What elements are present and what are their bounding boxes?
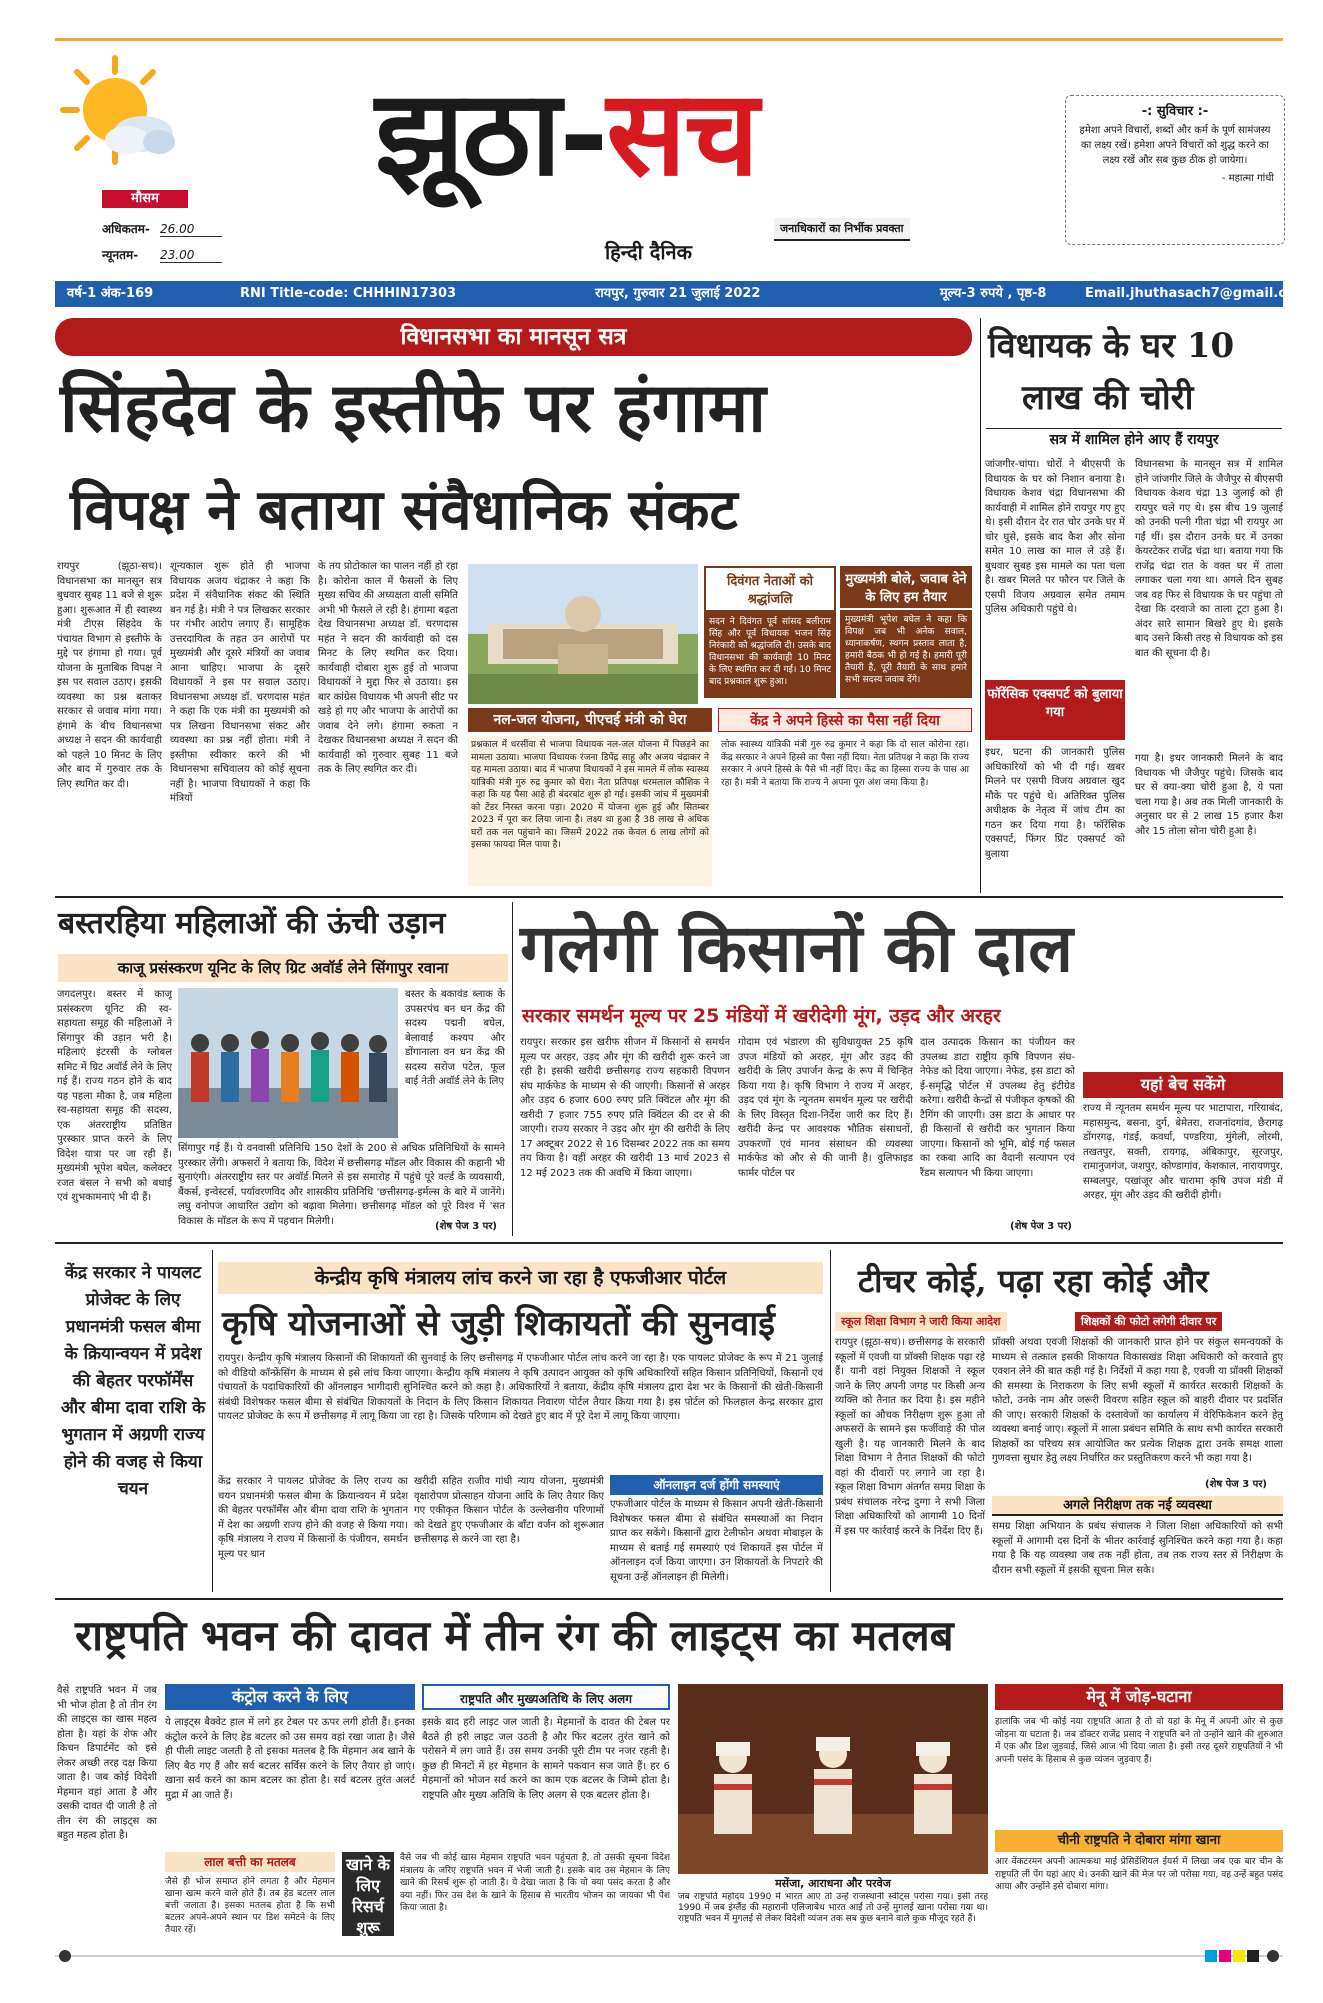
teacher-sub-1: स्कूल शिक्षा विभाग ने जारी किया आदेश	[835, 1312, 1007, 1331]
box-tribute-title: दिवंगत नेताओं को श्रद्धांजलि	[704, 566, 836, 612]
box-cm-title: मुख्यमंत्री बोले, जवाब देने के लिए हम तैयार	[840, 566, 972, 610]
fgr-online-title: ऑनलाइन दर्ज होंगी समस्याएं	[610, 1475, 823, 1495]
price-pages: मूल्य-3 रुपये , पृष्ठ-8	[940, 286, 1047, 301]
president-col-1: वैसे राष्ट्रपति भवन में जब भी भोज होता है तो तीन रंग की लाइट्स का खास महत्व होता है। यहां के शेफ और किचन डिपार्टमेंट को इसे लेकर अच्छी तरह दक्ष किया जाता है। जब कोई विदेशी मेहमान वहां आता है और उसकी दावत दी जाती है तो तीन रंग की लाइट्स का बहुत महत्व होता है।	[57, 1685, 157, 1841]
president-dinner-photo	[678, 1684, 988, 1874]
teacher-box-title: अगले निरीक्षण तक नई व्यवस्था	[992, 1496, 1283, 1516]
contact-email[interactable]: Email.jhuthasach7@gmail.com	[1085, 286, 1309, 301]
side-col-3: इधर, घटना की जानकारी पुलिस अधिकारियों को भी दी गई। खबर मिलने पर एसपी विजय अग्रवाल खुद मौके पर पहुंचे थे। अतिरिक्त पुलिस अधीक्षक के नेतृत्व में जांच टीम का गठन कर दिया गया है। फॉरेंसिक एक्सपर्ट, फिंगर प्रिंट एक्सपर्ट को बुलाया	[985, 747, 1125, 860]
fgr-headline: कृषि योजनाओं से जुड़ी शिकायतों की सुनवाई	[222, 1304, 775, 1344]
dal-subheadline: सरकार समर्थन मूल्य पर 25 मंडियों में खरीदेगी मूंग, उड़द और अरहर	[522, 1005, 1001, 1027]
divider-5	[830, 1250, 831, 1592]
weather-label: मौसम	[102, 190, 188, 208]
box-centre-text: लोक स्वास्थ्य यांत्रिकी मंत्री गुरु रुद्र कुमार ने कहा कि दो साल कोरोना रहा। केंद्र सरकार ने अपने हिस्से का पैसा नहीं दिया। नेता प्रतिपक्ष ने कहा कि राज्य सरकार ने अपने हिस्से के पैसे भी नहीं दिए। केंद्र का हिस्सा राज्य के पास आ रहा है। मंत्री ने बताया कि राज्य ने अपना पूरा अंश जमा किया है।	[721, 740, 969, 788]
divider-4	[212, 1250, 213, 1592]
teacher-headline: टीचर कोई, पढ़ा रहा कोई और	[858, 1262, 1209, 1300]
teacher-col-1: रायपुर (झूठा-सच)। छत्तीसगढ़ के सरकारी स्कूलों में एवजी या प्रॉक्सी शिक्षक पढ़ा रहे हैं। यानी वहां नियुक्त शिक्षकों ने स्कूल जाने के लिए अपनी जगह पर किसी अन्य व्यक्ति को तैनात कर दिया है। इस महीने स्कूलों का औचक निरीक्षण शुरू हुआ तो अफसरों के सामने इस फर्जीवाड़े की पोल खुली है। यह जानकारी मिलने के बाद शिक्षा विभाग ने तैनात शिक्षकों की फोटो वहां की दीवारों पर लगाने जा रहा है। स्कूल शिक्षा विभाग अंतर्गत समग्र शिक्षा के प्रबंध संचालक नरेन्द्र दुग्गा ने सभी जिला शिक्षा अधिकारियों को आगामी 10 दिनों में इस पर कार्रवाई करने के निर्देश दिए हैं।	[835, 1337, 985, 1537]
box-cm-text: मुख्यमंत्री भूपेश बघेल ने कहा कि विपक्ष जब भी अनेक सवाल, ध्यानाकर्षण, स्थगन प्रस्ताव लाता है, हमारी बैठक भी हो गई है। हमारी पूरी तैयारी है, पूरी तैयारी के साथ हमारे सभी सदस्य जवाब देंगे।	[845, 615, 967, 685]
women-col-1: जगदलपुर। बस्तर में काजू प्रसंस्करण यूनिट की स्व-सहायता समूह की महिलाओं ने सिंगापुर की उड़ान भरी है। महिलाएं इंटरसी के ग्लोबल समिट में ग्रिट अवॉर्ड लेने के लिए गई हैं। राज्य गठन होने के बाद यह पहला मौका है, जब महिला स्व-सहायता समूह की सदस्य, एक अंतरराष्ट्रीय प्रतिष्ठित पुरस्कार प्राप्त करने के लिए विदेश यात्रा पर जा रही हैं। मुख्यमंत्री भूपेश बघेल, कलेक्टर रजत बंसल ने सभी को बधाई एवं शुभकामनाएं भी दी हैं।	[57, 989, 172, 1203]
top-rule	[55, 38, 1283, 41]
footer-registration-bar	[55, 1948, 1283, 1962]
side-col-2: विधानसभा के मानसून सत्र में शामिल होने जांजगीर जिले के जैजैपुर से बीएसपी विधायक केशव चंद्रा 13 जुलाई को ही रायपुर चले गए थे। इस बीच 19 जुलाई को उनकी पत्नी गीता चंद्रा भी रायपुर आ गईं थीं। इस दौरान उनके घर में उनका केयरटेकर राजेंद्र चंद्रा था। बताया गया कि राजेंद्र चंद्रा रात के वक्त घर में ताला लगाकर चला गया था। अगले दिन सुबह जब वह फिर से विधायक के घर पहुंचा तो देखा कि दरवाजे का ताला टूटा हुआ है। अंदर सारे सामान बिखरे हुए थे। इसके बाद उसने किसी तरह से विधायक को इस बात की सूचना दी है।	[1135, 459, 1283, 659]
dal-box-title: यहां बेच सकेंगे	[1083, 1072, 1283, 1098]
box-cm	[840, 566, 972, 698]
red-light-text: जैसे ही भोज समाप्त होने लगता है और मेहमान खाना खत्म करने वाले होते हैं। तब हेड बटलर लाल बत्ती जलाता है। इसका मतलब होता है कि सभी बटलर अपने-अपने स्थान पर डिश समेटने के लिए तैयार रहें।	[165, 1877, 335, 1935]
president-headline: राष्ट्रपति भवन की दावत में तीन रंग की लाइट्स का मतलब	[75, 1611, 954, 1660]
divider-2	[512, 902, 513, 1236]
tagline: जनाधिकारों का निर्भीक प्रवक्ता	[774, 218, 910, 241]
dal-box-text: राज्य में न्यूनतम समर्थन मूल्य पर भाटापारा, गरियाबंद, महासमुन्द, बसना, दुर्ग, बेमेतरा, राजनांदगांव, छैरागढ़ डोंगरगढ़, गंडई, कवर्धा, पण्डरिया, मुंगेली, लोरमी, तखतपुर, सक्ती, रायगढ़, अंबिकापुर, सूरजपुर, रामानुजगंज, जशपुर, कोण्डागांव, केशकाल, नारायणपुर, सम्बलपुर, पखांजूर और चारामा कृषि उपज मंडी में अरहर, मूंग और उड़द की खरीदी होगी।	[1083, 1103, 1283, 1201]
divider-1	[55, 896, 1283, 898]
menu-title: मेनू में जोड़-घटाना	[995, 1684, 1283, 1710]
control-text: ये लाइट्स बैक्वेट हाल में लगे हर टेबल पर ऊपर लगी होती हैं। इनका कंट्रोल करने के लिए हेड बटलर को उस समय वहां रखा जाता है। जैसे ही पीली लाइट जलती है तो इसका मतलब है कि मेहमान अब खाने के लिए बैठ गए हैं और सर्व बटलर सर्विस करने के लिए तैयार हो जाएं। खाना सर्व करने का काम बटलर का होता है। सर्व बटलर तुरंत अलर्ट मुद्रा में आ जाते हैं।	[165, 1717, 415, 1801]
divider-3	[55, 1242, 1283, 1244]
logo-subtitle: हिन्दी दैनिक	[605, 240, 693, 264]
lead-col-3: के तय प्रोटोकाल का पालन नहीं हो रहा है। कोरोना काल में फैसलों के लिए मुख्य सचिव की अध्यक्षता वाली समिति अभी भी फैसले ले रही है। हंगामा बढ़ता देख विधानसभा अध्यक्ष डॉ. चरणदास महंत ने सदन की कार्यवाही को दस मिनट के लिए स्थगित कर दिया। कार्यवाही दोबारा शुरू हुई तो भाजपा विधायकों ने मुद्दा फिर से उठाया। इस बार कांग्रेस विधायक भी अपनी सीट पर खड़े हो गए और भाजपा के आरोपों का जवाब देने लगे। हंगामा रुकता न देखकर विधानसभा अध्यक्ष ने सदन की कार्यवाही को गुरुवार सुबह 11 बजे तक के लिए स्थगित कर दी।	[318, 561, 458, 775]
women-col-3: सिंगापुर गई हैं। ये वनवासी प्रतिनिधि 150 देशों के 200 से अधिक प्रतिनिधियों के सामने पुरस्कार लेंगी। अफसरों ने बताया कि, विदेश में छत्तीसगढ़ मॉडल और विकास की कहानी भी सुनाएंगी। अंतरराष्ट्रीय स्तर पर अवॉर्ड मिलने से इस समारोह में पहुंचे पूरे वर्ल्ड के व्यवसायी, बैंकर्स, इन्वेस्टर्स, पर्यावरणविद और शासकीय प्रतिनिधि 'छत्तीसगढ़-इर्मल्स के बारे में जानेंगे। लघु वनोपज आधारित उद्योग को बढ़ावा मिलेगा। छत्तीसगढ़ मॉडल को पूरे विश्व में 'सत विकास के मॉडल के रूप में पहचान मिलेगी।	[178, 1143, 505, 1227]
suvichar-box	[1065, 95, 1285, 245]
issue-number: वर्ष-1 अंक-169	[67, 286, 154, 301]
chinese-title: चीनी राष्ट्रपति ने दोबारा मांगा खाना	[995, 1830, 1283, 1852]
lead-col-2: शून्यकाल शुरू होते ही भाजपा विधायक अजय चंद्राकर ने कहा कि प्रदेश में संवैधानिक संकट की स्थिति बन गई है। मंत्री ने पत्र लिखकर सरकार पर गंभीर आरोप लगाए हैं। सामूहिक उत्तरदायित्व के तहत उन आरोपों पर मुख्यमंत्री और दूसरे मंत्रियों का जवाब आना चाहिए। भाजपा के दूसरे विधायकों ने इस पर सवाल उठाए। विधानसभा अध्यक्ष डॉ. चरणदास महंत ने कहा कि एक मंत्री का मुख्यमंत्री को पत्र लिखना विधानसभा संकट और व्यवस्था का प्रश्न नहीं होता। मंत्री ने इस्तीफा स्वीकार करने की भी विधानसभा सचिवालय को कोई सूचना नहीं है। भाजपा विधायकों ने कहा कि मंत्रियों	[170, 561, 310, 804]
dal-col-3: दाल उत्पादक किसान का पंजीयन कर उपलब्ध डाटा राष्ट्रीय कृषि विपणन संघ-नेफेड को दिया जाएगा। नेफेड, इस डाटा को ई-समृद्धि पोर्टल में उपलब्ध हेतु इंटीग्रेड करेगा। खरीदी केन्द्रों से पंजीकृत कृषकों की टैगिंग की जाएगी। उस डाटा के आधार पर ही किसानों से खरीदी कर भुगतान किया जाएगा। किसानों को भूमि, बोई गई फसल का रकबा आदि का वैदानी सत्यापन एवं रैंडम सत्यापन भी किया जाएगा।	[920, 1037, 1075, 1179]
edition-date: रायपुर, गुरुवार 21 जुलाई 2022	[595, 286, 761, 301]
teacher-continued: (शेष पेज 3 पर)	[1205, 1479, 1267, 1490]
chinese-text: आर वेंकटरमन अपनी आत्मकथा माई प्रेसिडेंशियल ईयर्स में लिखा जब एक बार चीन के राष्ट्रपति ली पेंग यहां आए थे। उनकी खाने की मेज पर जो परोसा गया, वह उन्हें बहुत पसंद आया और उन्होंने इसे दोबारा मांगा।	[995, 1857, 1283, 1892]
weather-sun-cloud-icon	[55, 50, 175, 170]
lead-headline-2: विपक्ष ने बताया संवैधानिक संकट	[70, 477, 738, 543]
teacher-col-2: प्रॉक्सी अथवा एवजी शिक्षकों की जानकारी प्राप्त होने पर संकुल समन्वयकों के माध्यम से तत्काल इसकी शिकायत विकासखंड शिक्षा अधिकारी को करवाते हुए एक्शन लेने की बात कही गई है। निर्देशों में कहा गया है, एवजी या प्रॉक्सी शिक्षकों की समस्या के निराकरण के लिए सभी स्कूलों में कार्यरत सरकारी शिक्षकों के फोटो, उनके नाम और जरूरी विवरण सहित स्कूल को बाहरी दीवार पर प्रदर्शित की जाए। सरकारी शिक्षकों के दस्तावेजों का कार्यालय में वेरिफिकेशन करने हेतु व्यवस्था बनाई जाए। स्कूलों में शाला प्रबंधन समिति के साथ सभी कार्यरत सरकारी शिक्षकों का परिचय सत्र आयोजित कर प्रत्येक शिक्षक द्वारा उनके समक्ष शाला गुणवत्ता सुधार हेतु लक्ष्य निर्धारित कर प्रस्तुतिकरण करने भी कहा गया है।	[992, 1337, 1283, 1464]
suvichar-author: - महात्मा गांधी	[1221, 173, 1274, 184]
fgr-col-3: एफजीआर पोर्टल के माध्यम से किसान अपनी खेती-किसानी विशेषकर फसल बीमा से संबंधित समस्याओं का निदान प्राप्त कर सकेंगे। किसानों द्वारा टेलीफोन अथवा मोबाइल के माध्यम से बताई गई समस्याएं एवं शिकायतें इस पोर्टल में ऑनलाइन दर्ज किया जाएगा। उन शिकायतों के निपटारे की सूचना उन्हें ऑनलाइन ही मिलेगी।	[610, 1499, 823, 1583]
red-light-title: लाल बत्ती का मतलब	[165, 1852, 335, 1872]
lead-col-1: रायपुर (झूठा-सच)। विधानसभा का मानसून सत्र बुधवार सुबह 11 बजे से शुरू हुआ। शुरूआत में ही स्वास्थ्य मंत्री टीएस सिंहदेव के पंचायत विभाग से इस्तीफे के मुद्दे पर हंगामा हो गया। पूर्व योजना के मुताबिक विपक्ष ने इस पर सवाल उठाए। इसकी व्यवस्था का प्रश्न बताकर सरकार से जवाब मांगा गया। हंगामे के बीच विधानसभा अध्यक्ष ने सदन की कार्यवाही को पहले 10 मिनट के लिए और बाद में गुरुवार तक के लिए स्थगित कर दी।	[57, 561, 162, 790]
newspaper-logo: झूठा-सच	[375, 63, 758, 202]
guest-title: राष्ट्रपति और मुख्यअतिथि के लिए अलग	[422, 1684, 670, 1710]
lower-text: जब राष्ट्रपति महोदय 1990 में भारत आए तो उन्हें राजस्थानी स्वीट्स परोसा गया। इसी तरह 1990 में जब इंग्लैंड की महारानी एलिजाबेथ भारत आईं तो उन्हें मुगलई खाना परोसा गया था। राष्ट्रपति भवन में मुगलई से लेकर विदेशी व्यंजन तक सब कुछ बनाने वाले कुक मौजूद रहते हैं।	[678, 1892, 988, 1924]
box-tribute-text: सदन ने दिवंगत पूर्व सांसद बलीराम सिंह और पूर्व विधायक भजन सिंह निरंकारी को श्रद्धांजलि दी। उसके बाद विधानसभा की कार्यवाही 10 मिनट के लिए स्थगित कर दी गई। 10 मिनट बाद प्रश्नकाल शुरू हुआ।	[709, 617, 831, 687]
guest-text: इसके बाद हरी लाइट जल जाती है। मेहमानों के दावत की टेबल पर बैठते ही हरी लाइट जल उठती है और फिर बटलर तुरंत खाने को परोसने में लग जाते हैं। उस समय उनकी पूरी टीम पर नजर रहती है। कुछ ही मिनटों में हर मेहमान के सामने पकवान सज जाते हैं। हर 6 मेहमानों को भोजन सर्व करने का काम एक बटलर के जिम्मे होता है। राष्ट्रपति और मुख्य अतिथि के लिए अलग से एक बटलर होता है।	[422, 1717, 670, 1801]
photo-caption: मसेंजा, आराधना और परवेज	[775, 1877, 891, 1890]
side-headline-2: लाख की चोरी	[1022, 378, 1194, 418]
box-naljal-title: नल-जल योजना, पीएचई मंत्री को घेरा	[468, 708, 712, 732]
box-centre-title: केंद्र ने अपने हिस्से का पैसा नहीं दिया	[718, 708, 972, 732]
info-bar	[55, 281, 1309, 307]
forensic-title: फॉरेंसिक एक्सपर्ट को बुलाया गया	[987, 687, 1123, 720]
women-group-photo	[178, 988, 398, 1138]
serve-title: खाने के लिए रिसर्च शुरू	[342, 1852, 394, 1936]
control-title: कंट्रोल करने के लिए	[165, 1684, 415, 1710]
teacher-sub-2: शिक्षकों की फोटो लगेगी दीवार पर	[1075, 1312, 1222, 1331]
lead-banner: विधानसभा का मानसून सत्र	[55, 318, 972, 356]
dal-col-2: गोदाम एवं भंडारण की सुविधायुक्त 25 कृषि उपज मंडियों को अरहर, मूंग और उड़द की खरीदी के लिए उपार्जन केन्द्र के रूप में चिन्हित किया गया है। कृषि विभाग ने राज्य में अरहर, उड़द एवं मूंग के न्यूनतम समर्थन मूल्य पर खरीदी के लिए विस्तृत दिशा-निर्देश जारी कर दिए हैं। खरीदी केन्द्र पर आवश्यक भौतिक संसाधनों, उपकरणों एवं मानव संसाधन की व्यवस्था मार्कफेड को और से की जानी है। वुलिफाइड फार्मर पोर्टल पर	[738, 1037, 913, 1179]
side-divider	[980, 318, 981, 893]
box-naljal-text: प्रश्नकाल में धरसींवा से भाजपा विधायक नल-जल योजना में पिछड़ने का मामला उठाया। भाजपा विधायक रंजना डिपेंद्र साहू और अजय चंद्राकर ने यह मामला उठाया। बाद में भाजपा विधायकों ने इस मामले में लोक स्वास्थ्य यांत्रिकी मंत्री गुरु रुद्र कुमार को घेरा। नेता प्रतिपक्ष धरमलाल कौशिक ने कहा कि यह पैसा आहे ही बंदरबांट शुरू हो गई। इसकी जांच में मुख्यमंत्री को टेंडर निरस्त करना पड़ा। 2020 में योजना शुरू हुई और सितम्बर 2023 में पूरा कर लिया जाना है। लक्ष्य था हुआ है 38 लाख से अधिक घरों तक नल पहुंचाने का। जिसमें 2022 तक केवल 6 लाख लोगों को इसका फायदा मिल पाया है।	[468, 736, 712, 886]
fgr-col-1: केंद्र सरकार ने पायलट प्रोजेक्ट के लिए राज्य का चयन प्रधानमंत्री फसल बीमा के क्रियान्वयन में प्रदेश की बेहतर परफॉर्मेंस और बीमा दावा राशि के भुगतान में देश का अग्रणी राज्य होने की वजह से किया गया। कृषि मंत्रालय ने राज्य में किसानों के पंजीयन, समर्थन मूल्य पर धान	[218, 1476, 408, 1560]
side-subheadline: सत्र में शामिल होने आए हैं रायपुर	[986, 428, 1282, 450]
side-col-1: जांजगीर-चांपा। चोरों ने बीएसपी के विधायक के घर को निशान बनाया है। विधायक केशव चंद्रा विधानसभा की कार्यवाही में शामिल होने रायपुर गए हुए थे। इसी दौरान देर रात चोर उनके घर में चोर घुसे, इसके बाद कैश और सोना समेत 10 लाख का माल ले उड़े हैं। बुधवार सुबह इस मामले का पता चला है। खबर मिलते पर फौरन पर जिले के एसपी विजय अग्रवाल समेत तमाम पुलिस अधिकारी पहुंचे थे।	[985, 459, 1125, 615]
registration-marks-icon	[55, 1949, 1283, 1963]
lead-headline-1: सिंहदेव के इस्तीफे पर हंगामा	[60, 368, 766, 448]
min-temp: न्यूनतम- 23.00	[102, 246, 222, 263]
box-tribute	[704, 566, 836, 698]
side-col-4: गया है। इधर जानकारी मिलने के बाद विधायक भी जैजैपुर पहुंचे। जिसके बाद घर से क्या-क्या चोरी हुआ है, ये पता चला गया है। अब तक मिली जानकारी के अनुसार घर से 2 लाख 15 हजार कैश और 15 तोला सोना चोरी हुआ है।	[1135, 753, 1283, 837]
fgr-intro: रायपुर। केन्द्रीय कृषि मंत्रालय किसानों की शिकायतों की सुनवाई के लिए छत्तीसगढ़ में एफजीआर पोर्टल लांच करने जा रहा है। एक पायलट प्रोजेक्ट के रूप में 21 जुलाई को वीडियो कॉन्फ्रेंसिंग के माध्यम से इसे लांच किया जाएगा। केन्द्रीय कृषि मंत्रालय ने कृषि उत्पादन आयुक्त को कृषि अधिकारियों सहित किसान प्रतिनिधियों, किसानों एवं पंचायतों के पदाधिकारियों की ऑनलाइन भागीदारी सुनिश्चित करने को कहा है। अधिकारियों ने बताया, केंद्रीय कृषि मंत्रालय द्वारा देश भर के किसानों की खेती-किसानी संबंधी विशेषकर फसल बीमा से संबंधित शिकायतों के निदान के लिए किसान शिकायत निवारण पोर्टल तैयार किया गया है। इस पोर्टल को फिलहाल केन्द्र सरकार द्वारा पायलट प्रोजेक्ट के रूप में छत्तीसगढ़ में लागू किया जा रहा है। जिसके परिणाम को देखते हुए बाद में पूरे देश में लागू किया जाएगा।	[218, 1353, 823, 1422]
rni-code: RNI Title-code: CHHHIN17303	[240, 286, 457, 301]
women-col-2: बस्तर के बकावंड ब्लाक के उपसरपंच बन धन केंद्र की सदस्य पद्मनी बघेल, बेलावाई कश्यप और डोंगानाला वन धन केंद्र की सदस्य सरोज पटेल, फूल बाई नेती अवॉर्ड लेने के लिए	[405, 989, 505, 1087]
dal-continued: (शेष पेज 3 पर)	[1010, 1221, 1072, 1232]
vidhansabha-building-photo	[468, 564, 698, 704]
divider-6	[55, 1598, 1283, 1600]
dal-col-1: रायपुर। सरकार इस खरीफ सीजन में किसानों से समर्थन मूल्य पर अरहर, उड़द और मूंग की खरीदी शुरू करने जा रही है। इसकी खरीदी छत्तीसगढ़ राज्य सहकारी विपणन संघ मार्कफेड के माध्यम से की जाएगी। किसानों से अरहर और उड़द 6 हजार 600 रुपए प्रति क्विंटल और मूंग की खरीदी 7 हजार 755 रुपए प्रति क्विंटल की दर से की जाएगी। राज्य सरकार ने उड़द और मूंग की खरीदी के लिए 17 अक्टूबर 2022 से 16 दिसम्बर 2022 तक का समय तय किया है। वहीं अरहर की खरीदी 13 मार्च 2023 से 12 मई 2023 तक की अवधि में किया जाएगा।	[520, 1037, 730, 1179]
women-continued: (शेष पेज 3 पर)	[435, 1221, 497, 1232]
suvichar-title: -: सुविचार :-	[1141, 104, 1209, 119]
women-subheadline: काजू प्रसंस्करण यूनिट के लिए ग्रिट अवॉर्ड लेने सिंगापुर रवाना	[58, 954, 508, 982]
fgr-banner: केन्द्रीय कृषि मंत्रालय लांच करने जा रहा है एफजीआर पोर्टल	[218, 1262, 823, 1294]
fgr-col-2: खरीदी सहित राजीव गांधी न्याय योजना, मुख्यमंत्री वृक्षारोपण प्रोत्साहन योजना आदि के लिए तैयार किए गए एकीकृत किसान पोर्टल के उल्लेखनीय परिणामों को देखते हुए एफजीआर के बाँटा वर्जन को शुरूआत छत्तीसगढ़ से करने जा रहा है।	[414, 1476, 604, 1545]
fasal-bima-text: केंद्र सरकार ने पायलट प्रोजेक्ट के लिए प्रधानमंत्री फसल बीमा के क्रियान्वयन में प्रदेश की बेहतर परफॉर्मेंस और बीमा दावा राशि के भुगतान में अग्रणी राज्य होने की वजह से किया चयन	[60, 1263, 206, 1499]
side-headline-1: विधायक के घर 10	[988, 326, 1235, 366]
women-headline: बस्तरहिया महिलाओं की ऊंची उड़ान	[58, 906, 446, 941]
suvichar-text: हमेशा अपने विचारों, शब्दों और कर्म के पूर्ण सामंजस्य का लक्ष्य रखें। हमेशा अपने विचारों को शुद्ध करने का लक्ष्य रखें और सब कुछ ठीक हो जायेगा।	[1079, 125, 1271, 166]
max-temp: अधिकतम- 26.00	[102, 220, 222, 237]
forensic-box	[985, 680, 1125, 740]
teacher-box-text: समग्र शिक्षा अभियान के प्रबंध संचालक ने जिला शिक्षा अधिकारियों को सभी स्कूलों में आगामी दस दिनों के भीतर कार्रवाई सुनिश्चित करने कहा गया है। कहा गया है कि यह व्यवस्था जब तक नहीं होता, तब तक राज्य स्तर से निरीक्षण के दौरान सभी स्कूलों में इसकी सूचना मिल सके।	[992, 1521, 1283, 1576]
dal-headline: गलेगी किसानों की दाल	[520, 909, 1073, 987]
serve-text: वैसे जब भी कोई खास मेहमान राष्ट्रपति भवन पहुंचता है, तो उसकी सूचना विदेश मंत्रालय के जरिए राष्ट्रपति भवन में भेजी जाती है। इसके बाद उस मेहमान के लिए खाने की रिसर्च शुरू हो जाती है। ये देखा जाता है कि वो क्या पसंद करता है और क्या नहीं। फिर उस देश के खाने के हिसाब से भारतीय भोजन का जायका भी पेश किया जाता है।	[400, 1853, 670, 1913]
menu-text: हालांकि जब भी कोई नया राष्ट्रपति आता है तो वो यहां के मेनू में अपनी ओर से कुछ जोड़ना या घटाता है। जब डॉक्टर राजेंद्र प्रसाद ने राष्ट्रपति बने तो उन्होंने खाने की शुरुआत में एक और डिश जुड़वाई, जिसे आज भी दिया जाता है। इसी तरह दूसरे राष्ट्रपतियों ने भी अपनी पसंद के हिसाब से कुछ व्यंजन जुड़वाए हैं।	[995, 1717, 1283, 1765]
